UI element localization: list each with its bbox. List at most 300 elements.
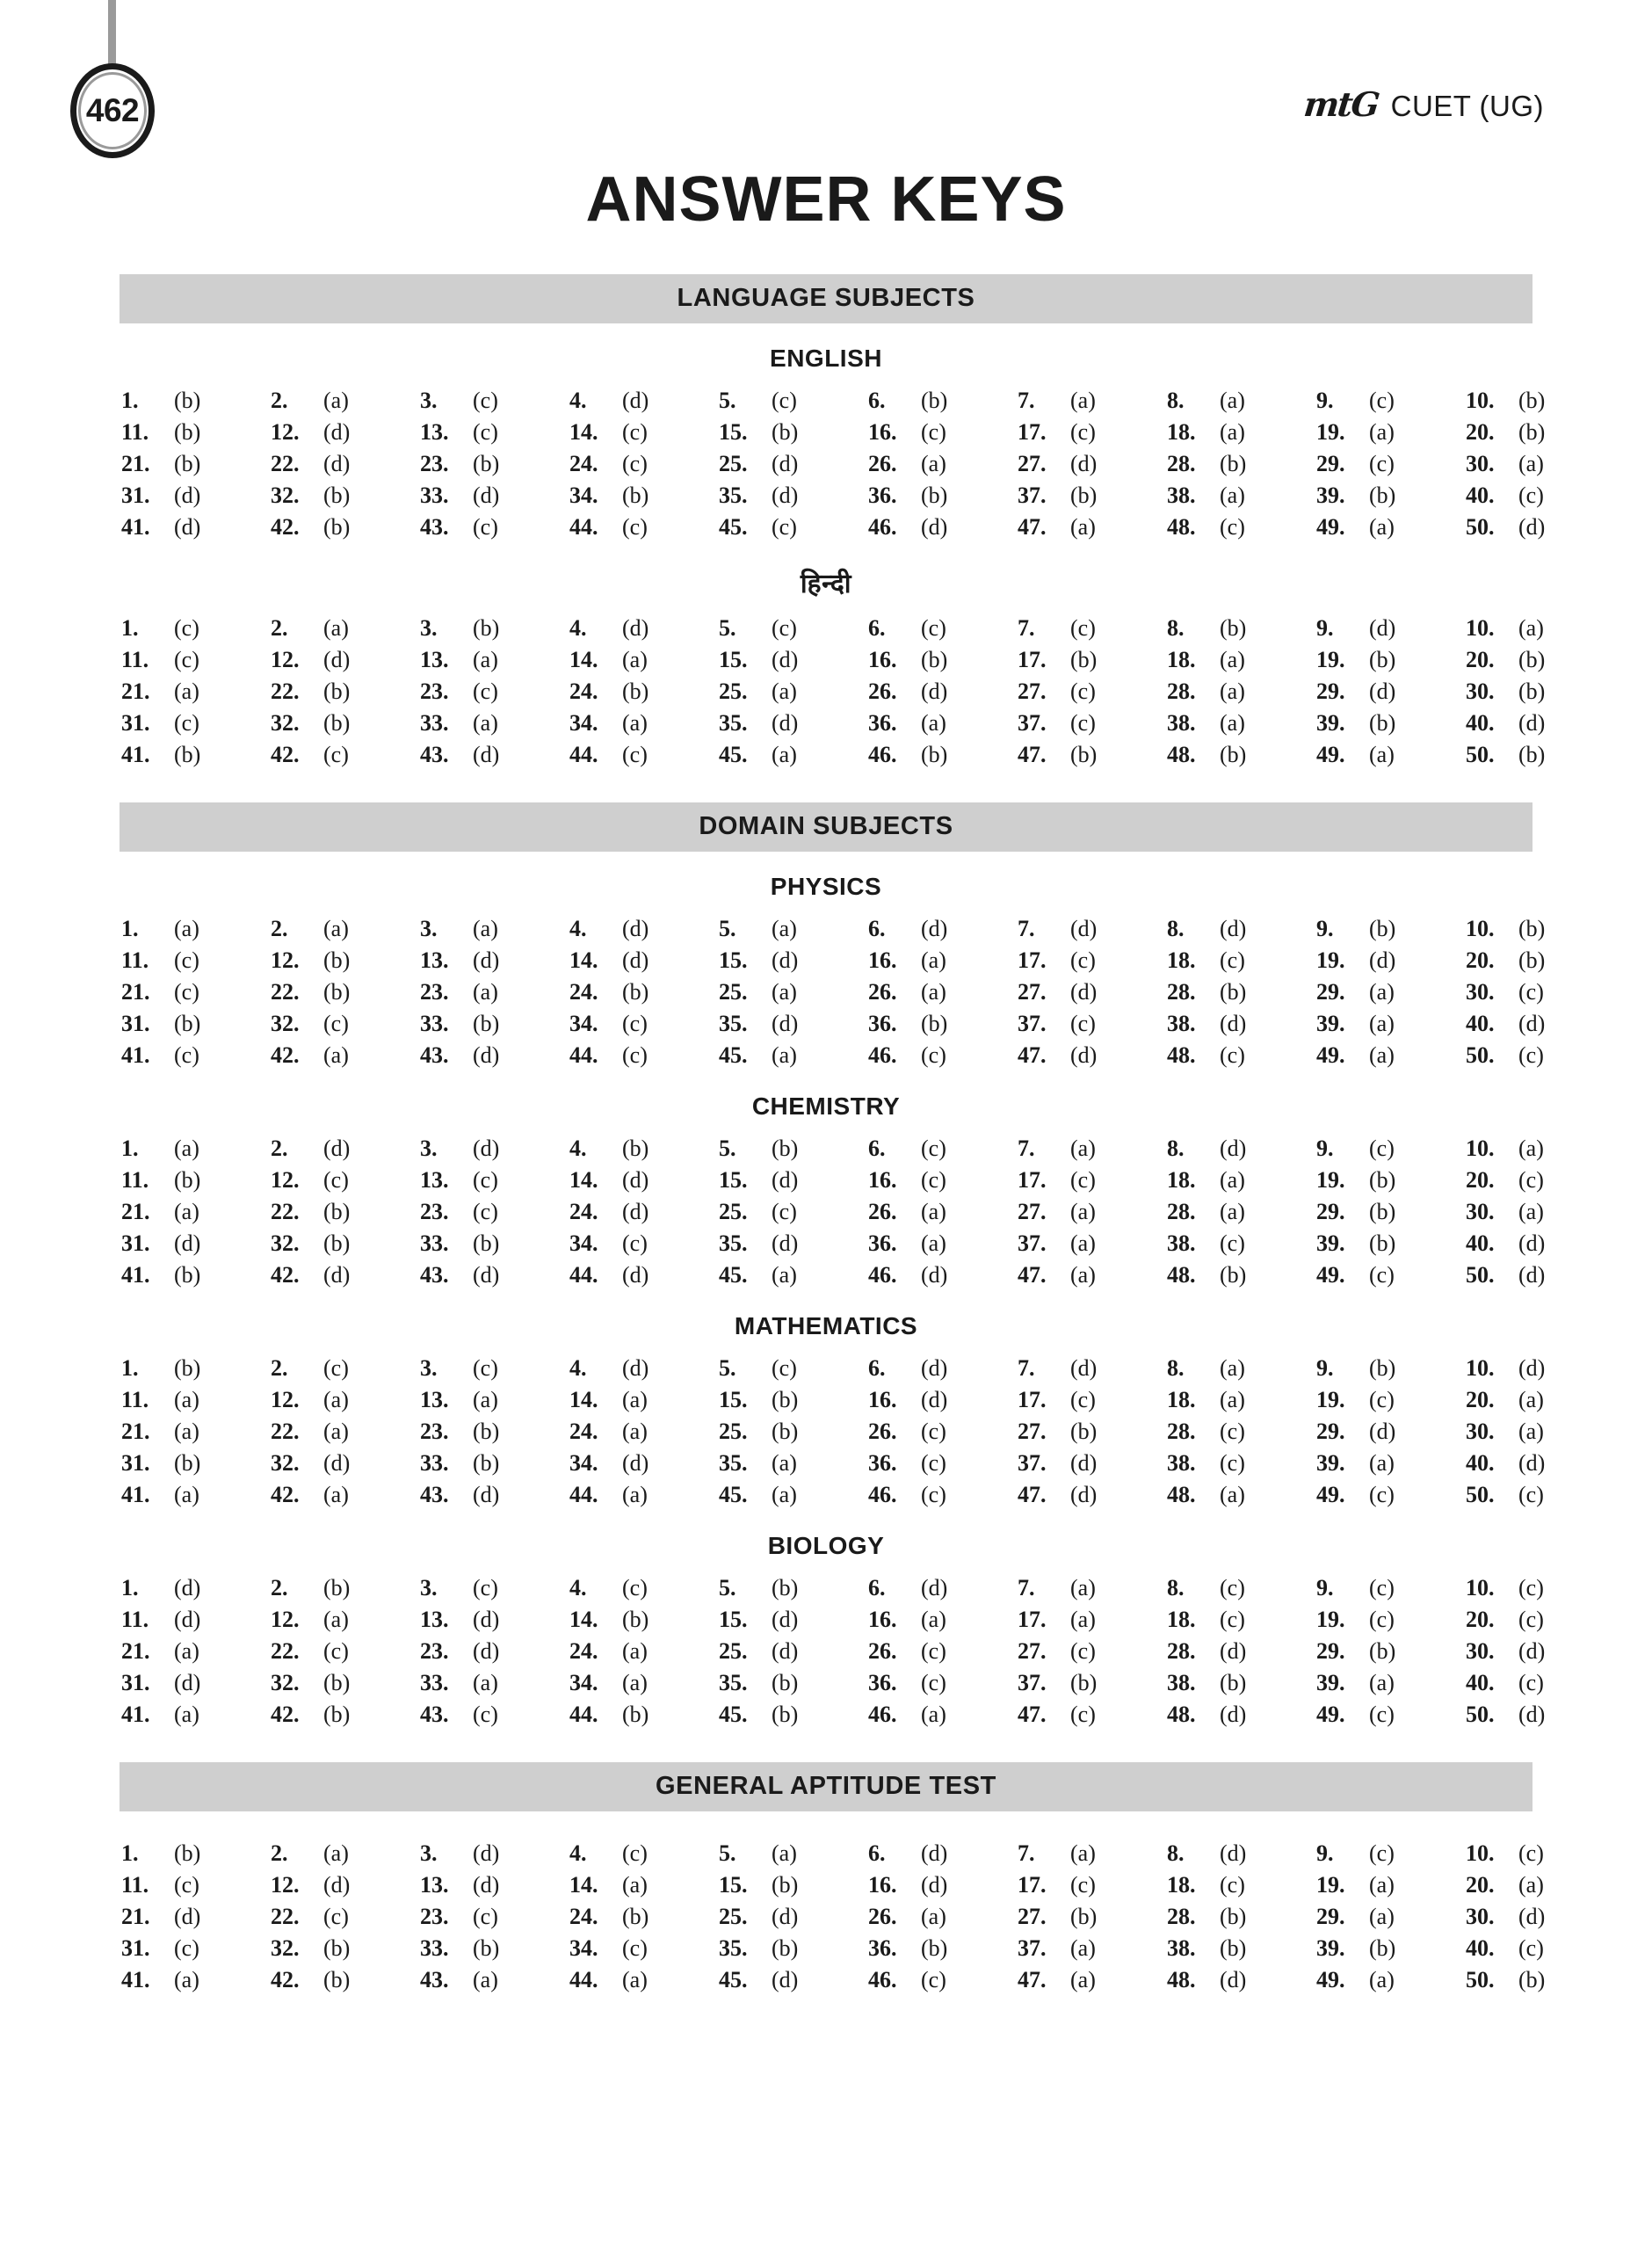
- question-number: 30.: [1466, 1199, 1495, 1224]
- answer-option: (c): [1518, 1167, 1544, 1193]
- answer-option: (b): [174, 388, 201, 413]
- answer-option: (b): [1369, 710, 1396, 736]
- answer-option: (c): [1220, 1450, 1245, 1476]
- question-number: 37.: [1018, 1450, 1047, 1476]
- question-number: 11.: [121, 1387, 149, 1412]
- answer-option: (a): [1220, 1199, 1245, 1224]
- question-number: 39.: [1316, 483, 1345, 508]
- question-number: 16.: [868, 1167, 897, 1193]
- answer-option: (b): [1220, 1935, 1247, 1961]
- answer-option: (c): [473, 1199, 498, 1224]
- answer-option: (c): [1070, 1167, 1096, 1193]
- question-number: 14.: [569, 1607, 598, 1632]
- answer-option: (d): [622, 615, 649, 641]
- subject-title-english: ENGLISH: [770, 345, 882, 372]
- answer-option: (c): [622, 1011, 648, 1036]
- question-number: 21.: [121, 1199, 150, 1224]
- question-number: 25.: [719, 1638, 748, 1664]
- answer-option: (c): [1369, 1575, 1395, 1600]
- answer-grid-mathematics: [120, 1353, 1546, 1511]
- question-number: 2.: [271, 388, 288, 413]
- answer-option: (d): [1220, 916, 1247, 941]
- answer-option: (b): [323, 979, 351, 1005]
- question-number: 32.: [271, 1230, 300, 1256]
- question-number: 15.: [719, 1387, 748, 1412]
- answer-option: (c): [921, 1042, 946, 1068]
- answer-option: (a): [1220, 1387, 1245, 1412]
- question-number: 9.: [1316, 1136, 1334, 1161]
- answer-option: (b): [323, 710, 351, 736]
- answer-option: (d): [174, 514, 201, 540]
- question-number: 45.: [719, 742, 748, 767]
- answer-option: (b): [1369, 1355, 1396, 1381]
- answer-option: (a): [1518, 1419, 1544, 1444]
- answer-option: (c): [473, 514, 498, 540]
- answer-option: (a): [473, 916, 498, 941]
- question-number: 26.: [868, 1638, 897, 1664]
- question-number: 26.: [868, 679, 897, 704]
- question-number: 45.: [719, 1482, 748, 1507]
- answer-option: (a): [1070, 1967, 1096, 1992]
- question-number: 45.: [719, 1262, 748, 1288]
- question-number: 41.: [121, 1482, 150, 1507]
- answer-table: [120, 1572, 1613, 1731]
- answer-option: (b): [473, 1450, 500, 1476]
- answer-option: (c): [473, 1575, 498, 1600]
- answer-option: (a): [1220, 388, 1245, 413]
- question-number: 33.: [420, 710, 449, 736]
- answer-option: (c): [1220, 1419, 1245, 1444]
- answer-option: (b): [622, 483, 649, 508]
- answer-option: (a): [1070, 1199, 1096, 1224]
- answer-option: (b): [772, 1136, 799, 1161]
- question-number: 29.: [1316, 1199, 1345, 1224]
- answer-row: [120, 1964, 1613, 1996]
- question-number: 41.: [121, 742, 150, 767]
- answer-option: (b): [1369, 1638, 1396, 1664]
- answer-row: [120, 417, 1613, 448]
- answer-option: (a): [1070, 1607, 1096, 1632]
- question-number: 26.: [868, 1419, 897, 1444]
- question-number: 1.: [121, 388, 139, 413]
- answer-option: (d): [473, 1482, 500, 1507]
- answer-option: (d): [921, 1840, 948, 1866]
- question-number: 25.: [719, 1199, 748, 1224]
- question-number: 21.: [121, 451, 150, 476]
- question-number: 5.: [719, 1575, 736, 1600]
- question-number: 39.: [1316, 1450, 1345, 1476]
- question-number: 43.: [420, 742, 449, 767]
- answer-option: (d): [1070, 979, 1098, 1005]
- answer-option: (d): [174, 1230, 201, 1256]
- answer-option: (c): [1070, 710, 1096, 736]
- question-number: 16.: [868, 1872, 897, 1898]
- answer-option: (c): [174, 1872, 199, 1898]
- answer-option: (a): [772, 679, 797, 704]
- question-number: 23.: [420, 679, 449, 704]
- question-number: 43.: [420, 1262, 449, 1288]
- question-number: 17.: [1018, 1387, 1047, 1412]
- question-number: 43.: [420, 1042, 449, 1068]
- answer-option: (c): [323, 1904, 349, 1929]
- question-number: 49.: [1316, 1262, 1345, 1288]
- question-number: 19.: [1316, 419, 1345, 445]
- answer-option: (a): [772, 742, 797, 767]
- question-number: 9.: [1316, 388, 1334, 413]
- question-number: 4.: [569, 1575, 587, 1600]
- answer-option: (d): [622, 916, 649, 941]
- question-number: 10.: [1466, 1575, 1495, 1600]
- question-number: 35.: [719, 1670, 748, 1695]
- question-number: 16.: [868, 419, 897, 445]
- answer-option: (d): [921, 1355, 948, 1381]
- question-number: 50.: [1466, 1042, 1495, 1068]
- answer-option: (b): [174, 1011, 201, 1036]
- question-number: 36.: [868, 1450, 897, 1476]
- question-number: 32.: [271, 1011, 300, 1036]
- answer-table: [120, 1838, 1613, 1996]
- answer-option: (d): [921, 1387, 948, 1412]
- question-number: 20.: [1466, 1872, 1495, 1898]
- page-number: 462: [85, 92, 140, 128]
- question-number: 10.: [1466, 1840, 1495, 1866]
- question-number: 15.: [719, 1167, 748, 1193]
- question-number: 43.: [420, 1702, 449, 1727]
- answer-option: (d): [772, 710, 799, 736]
- answer-option: (d): [622, 388, 649, 413]
- question-number: 22.: [271, 451, 300, 476]
- question-number: 40.: [1466, 1670, 1495, 1695]
- question-number: 19.: [1316, 947, 1345, 973]
- answer-option: (d): [772, 1011, 799, 1036]
- question-number: 30.: [1466, 1904, 1495, 1929]
- answer-option: (a): [1369, 1011, 1395, 1036]
- answer-option: (d): [1220, 1702, 1247, 1727]
- question-number: 34.: [569, 1011, 598, 1036]
- answer-option: (b): [1220, 615, 1247, 641]
- question-number: 7.: [1018, 916, 1035, 941]
- question-number: 45.: [719, 514, 748, 540]
- answer-option: (c): [473, 1904, 498, 1929]
- question-number: 19.: [1316, 1387, 1345, 1412]
- answer-option: (d): [1070, 916, 1098, 941]
- answer-option: (b): [622, 1136, 649, 1161]
- question-number: 18.: [1167, 1167, 1196, 1193]
- question-number: 9.: [1316, 1575, 1334, 1600]
- answer-option: (c): [473, 1167, 498, 1193]
- question-number: 45.: [719, 1702, 748, 1727]
- question-number: 25.: [719, 1419, 748, 1444]
- answer-row: [120, 1699, 1613, 1731]
- question-number: 46.: [868, 1262, 897, 1288]
- answer-option: (a): [323, 1840, 349, 1866]
- answer-option: (d): [1220, 1967, 1247, 1992]
- answer-option: (b): [1369, 1167, 1396, 1193]
- question-number: 8.: [1167, 388, 1185, 413]
- answer-option: (d): [772, 1230, 799, 1256]
- answer-option: (b): [772, 419, 799, 445]
- question-number: 42.: [271, 1042, 300, 1068]
- question-number: 31.: [121, 1450, 150, 1476]
- question-number: 2.: [271, 1355, 288, 1381]
- question-number: 38.: [1167, 1011, 1196, 1036]
- question-number: 46.: [868, 1482, 897, 1507]
- question-number: 24.: [569, 1199, 598, 1224]
- answer-option: (b): [323, 1670, 351, 1695]
- answer-option: (a): [174, 1419, 199, 1444]
- question-number: 18.: [1167, 947, 1196, 973]
- answer-option: (d): [174, 1670, 201, 1695]
- question-number: 39.: [1316, 1670, 1345, 1695]
- question-number: 3.: [420, 916, 438, 941]
- answer-option: (b): [921, 647, 948, 672]
- question-number: 6.: [868, 1575, 886, 1600]
- answer-option: (c): [1070, 947, 1096, 973]
- question-number: 28.: [1167, 679, 1196, 704]
- answer-option: (a): [772, 916, 797, 941]
- question-number: 19.: [1316, 1607, 1345, 1632]
- answer-row: [120, 1416, 1613, 1448]
- answer-option: (c): [622, 451, 648, 476]
- question-number: 49.: [1316, 514, 1345, 540]
- answer-option: (c): [772, 1355, 797, 1381]
- answer-option: (c): [1220, 1230, 1245, 1256]
- question-number: 26.: [868, 1904, 897, 1929]
- question-number: 38.: [1167, 710, 1196, 736]
- question-number: 30.: [1466, 1638, 1495, 1664]
- question-number: 33.: [420, 1670, 449, 1695]
- answer-option: (c): [1220, 1872, 1245, 1898]
- answer-option: (d): [921, 514, 948, 540]
- question-number: 31.: [121, 1011, 150, 1036]
- answer-option: (d): [473, 1042, 500, 1068]
- answer-option: (d): [622, 1355, 649, 1381]
- question-number: 50.: [1466, 1482, 1495, 1507]
- answer-option: (b): [1369, 483, 1396, 508]
- question-number: 29.: [1316, 1419, 1345, 1444]
- answer-option: (b): [772, 1387, 799, 1412]
- answer-table: [120, 1353, 1613, 1511]
- question-number: 27.: [1018, 451, 1047, 476]
- answer-option: (d): [473, 1840, 500, 1866]
- subject-title-biology: BIOLOGY: [767, 1532, 885, 1559]
- question-number: 22.: [271, 979, 300, 1005]
- question-number: 44.: [569, 1482, 598, 1507]
- answer-option: (c): [174, 1935, 199, 1961]
- answer-option: (c): [1070, 679, 1096, 704]
- answer-option: (c): [1220, 514, 1245, 540]
- question-number: 23.: [420, 451, 449, 476]
- question-number: 33.: [420, 1230, 449, 1256]
- question-number: 17.: [1018, 1167, 1047, 1193]
- question-number: 38.: [1167, 483, 1196, 508]
- question-number: 3.: [420, 1136, 438, 1161]
- answer-option: (b): [174, 1450, 201, 1476]
- answer-option: (b): [323, 1967, 351, 1992]
- section-hindi: [120, 564, 1546, 771]
- question-number: 5.: [719, 1840, 736, 1866]
- answer-option: (d): [1220, 1011, 1247, 1036]
- answer-option: (a): [1518, 1387, 1544, 1412]
- answer-row: [120, 1259, 1613, 1291]
- question-number: 6.: [868, 1840, 886, 1866]
- question-number: 37.: [1018, 1670, 1047, 1695]
- answer-table: [120, 385, 1613, 543]
- question-number: 17.: [1018, 419, 1047, 445]
- mtg-logo: mtG: [1302, 84, 1380, 124]
- answer-option: (b): [1070, 1419, 1098, 1444]
- answer-option: (a): [622, 1967, 648, 1992]
- question-number: 34.: [569, 1450, 598, 1476]
- question-number: 21.: [121, 979, 150, 1005]
- question-number: 12.: [271, 419, 300, 445]
- answer-row: [120, 976, 1613, 1008]
- answer-option: (c): [622, 514, 648, 540]
- question-number: 27.: [1018, 1199, 1047, 1224]
- subject-title-hindi: हिन्दी: [800, 569, 852, 599]
- answer-option: (a): [1518, 1872, 1544, 1898]
- question-number: 9.: [1316, 1355, 1334, 1381]
- answer-option: (d): [622, 1199, 649, 1224]
- answer-option: (a): [473, 647, 498, 672]
- answer-row: [120, 1479, 1613, 1511]
- answer-option: (a): [174, 1136, 199, 1161]
- answer-option: (c): [622, 742, 648, 767]
- answer-option: (c): [1518, 1042, 1544, 1068]
- answer-row: [120, 1572, 1613, 1604]
- question-number: 17.: [1018, 647, 1047, 672]
- answer-grid-physics: [120, 913, 1546, 1071]
- answer-option: (c): [473, 1702, 498, 1727]
- question-number: 13.: [420, 1872, 449, 1898]
- answer-option: (c): [921, 1967, 946, 1992]
- question-number: 27.: [1018, 679, 1047, 704]
- answer-option: (d): [323, 1136, 351, 1161]
- answer-option: (b): [174, 1262, 201, 1288]
- answer-option: (a): [1369, 1670, 1395, 1695]
- answer-option: (c): [323, 1167, 349, 1193]
- answer-option: (d): [1369, 615, 1396, 641]
- answer-option: (a): [1070, 1230, 1096, 1256]
- answer-option: (b): [1518, 916, 1546, 941]
- answer-row: [120, 676, 1613, 708]
- answer-option: (b): [1220, 1262, 1247, 1288]
- answer-option: (d): [622, 1167, 649, 1193]
- question-number: 5.: [719, 916, 736, 941]
- answer-option: (b): [174, 1167, 201, 1193]
- answer-option: (b): [473, 1419, 500, 1444]
- answer-option: (b): [323, 947, 351, 973]
- answer-option: (d): [473, 742, 500, 767]
- answer-option: (d): [921, 1872, 948, 1898]
- answer-option: (c): [772, 615, 797, 641]
- answer-option: (a): [622, 1387, 648, 1412]
- answer-row: [120, 708, 1613, 739]
- answer-option: (a): [1369, 514, 1395, 540]
- question-number: 41.: [121, 1967, 150, 1992]
- answer-option: (b): [323, 679, 351, 704]
- question-number: 26.: [868, 451, 897, 476]
- answer-row: [120, 480, 1613, 512]
- question-number: 35.: [719, 483, 748, 508]
- answer-option: (b): [1518, 742, 1546, 767]
- answer-option: (a): [473, 1967, 498, 1992]
- question-number: 36.: [868, 710, 897, 736]
- answer-grid-hindi: [120, 613, 1546, 771]
- answer-option: (b): [772, 1419, 799, 1444]
- answer-row: [120, 512, 1613, 543]
- answer-row: [120, 1196, 1613, 1228]
- question-number: 8.: [1167, 916, 1185, 941]
- section-biology: [120, 1532, 1546, 1731]
- question-number: 37.: [1018, 710, 1047, 736]
- answer-option: (c): [1070, 1011, 1096, 1036]
- answer-option: (a): [1070, 1136, 1096, 1161]
- answer-option: (a): [1369, 742, 1395, 767]
- question-number: 1.: [121, 1575, 139, 1600]
- answer-option: (a): [622, 710, 648, 736]
- question-number: 46.: [868, 1967, 897, 1992]
- question-number: 3.: [420, 388, 438, 413]
- answer-option: (a): [1220, 679, 1245, 704]
- question-number: 18.: [1167, 1607, 1196, 1632]
- answer-option: (d): [1518, 1450, 1546, 1476]
- answer-option: (a): [1518, 1136, 1544, 1161]
- question-number: 41.: [121, 1702, 150, 1727]
- answer-option: (c): [323, 1638, 349, 1664]
- answer-option: (a): [323, 1387, 349, 1412]
- answer-option: (c): [1369, 388, 1395, 413]
- question-number: 31.: [121, 1230, 150, 1256]
- answer-option: (b): [1518, 388, 1546, 413]
- question-number: 13.: [420, 1167, 449, 1193]
- answer-option: (c): [921, 1419, 946, 1444]
- question-number: 22.: [271, 1199, 300, 1224]
- answer-option: (a): [1220, 419, 1245, 445]
- answer-option: (c): [622, 1935, 648, 1961]
- answer-option: (b): [1220, 1904, 1247, 1929]
- question-number: 8.: [1167, 1840, 1185, 1866]
- question-number: 13.: [420, 419, 449, 445]
- question-number: 12.: [271, 647, 300, 672]
- answer-option: (c): [1369, 1262, 1395, 1288]
- answer-option: (a): [921, 947, 946, 973]
- question-number: 34.: [569, 710, 598, 736]
- answer-option: (a): [323, 1482, 349, 1507]
- answer-option: (c): [1369, 1840, 1395, 1866]
- answer-option: (d): [772, 947, 799, 973]
- question-number: 10.: [1466, 1355, 1495, 1381]
- answer-option: (b): [1518, 679, 1546, 704]
- question-number: 21.: [121, 1419, 150, 1444]
- answer-option: (a): [323, 388, 349, 413]
- answer-row: [120, 613, 1613, 644]
- question-number: 15.: [719, 419, 748, 445]
- answer-option: (a): [1369, 419, 1395, 445]
- answer-option: (c): [1220, 1042, 1245, 1068]
- section-physics: [120, 873, 1546, 1071]
- answer-option: (c): [1070, 419, 1096, 445]
- answer-option: (d): [1518, 1702, 1546, 1727]
- answer-option: (b): [921, 388, 948, 413]
- answer-option: (d): [323, 451, 351, 476]
- answer-option: (a): [174, 1387, 199, 1412]
- answer-option: (b): [772, 1702, 799, 1727]
- question-number: 39.: [1316, 1230, 1345, 1256]
- answer-row: [120, 1165, 1613, 1196]
- question-number: 8.: [1167, 1136, 1185, 1161]
- question-number: 19.: [1316, 1872, 1345, 1898]
